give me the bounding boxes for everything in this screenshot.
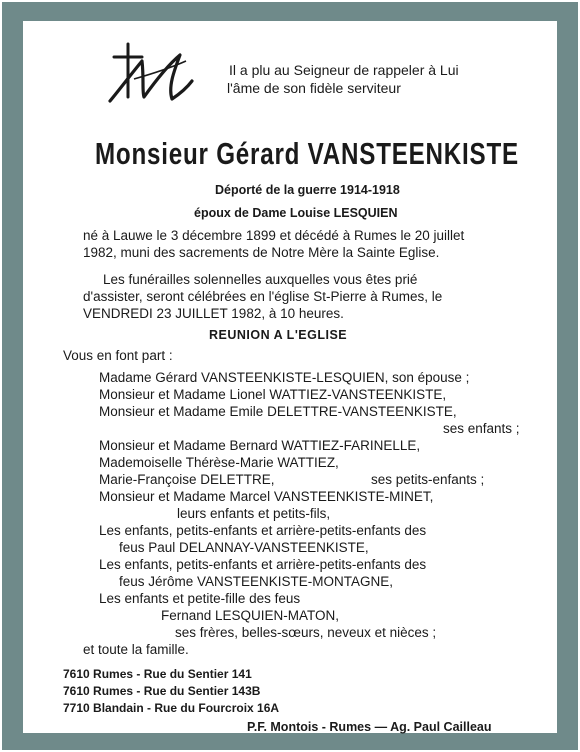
family-line: Monsieur et Madame Marcel VANSTEENKISTE-MINET,: [99, 489, 434, 504]
family-line: leurs enfants et petits-fils,: [177, 506, 331, 521]
family-line: ses frères, belles-sœurs, neveux et nièces ;: [175, 625, 437, 640]
birth-line-1: né à Lauwe le 3 décembre 1899 et décédé à Rumes le 20 juillet: [83, 228, 465, 243]
family-line: Les enfants, petits-enfants et arrière-petits-enfants des: [99, 557, 427, 572]
address-line: 7610 Rumes - Rue du Sentier 141: [63, 667, 252, 681]
address-line: 7710 Blandain - Rue du Fourcroix 16A: [63, 701, 280, 715]
funeral-line-1: Les funérailles solennelles auxquelles vous êtes prié: [103, 272, 418, 287]
family-line: et toute la famille.: [83, 642, 189, 657]
card-frame: [2, 2, 578, 750]
funeral-line-3: VENDREDI 23 JUILLET 1982, à 10 heures.: [83, 306, 344, 321]
cross-and-monogram-icon: [98, 39, 198, 113]
reunion-heading: REUNION A L'EGLISE: [209, 328, 348, 342]
family-line: Marie-Françoise DELETTRE,: [99, 472, 275, 487]
intro-line-1: Il a plu au Seigneur de rappeler à Lui: [229, 62, 459, 78]
announce-line: Vous en font part :: [63, 348, 173, 363]
family-line: Monsieur et Madame Lionel WATTIEZ-VANSTEENKISTE,: [99, 387, 447, 402]
birth-line-2: 1982, muni des sacrements de Notre Mère la Sainte Eglise.: [83, 245, 440, 260]
family-line: Les enfants et petite-fille des feus: [99, 591, 301, 606]
subtitle-deported: Déporté de la guerre 1914-1918: [215, 183, 400, 197]
funeral-line-2: d'assister, seront célébrées en l'église St-Pierre à Rumes, le: [83, 289, 443, 304]
family-line: Madame Gérard VANSTEENKISTE-LESQUIEN, son épouse ;: [99, 370, 470, 385]
family-line: Les enfants, petits-enfants et arrière-petits-enfants des: [99, 523, 427, 538]
family-line: feus Jérôme VANSTEENKISTE-MONTAGNE,: [119, 574, 394, 589]
family-line: Fernand LESQUIEN-MATON,: [161, 608, 340, 623]
deceased-name: Monsieur Gérard VANSTEENKISTE: [95, 136, 519, 171]
family-line: Monsieur et Madame Emile DELETTRE-VANSTEENKISTE,: [99, 404, 457, 419]
funeral-home-footer: P.F. Montois - Rumes — Ag. Paul Cailleau: [247, 720, 492, 734]
family-line: ses enfants ;: [443, 421, 520, 436]
address-line: 7610 Rumes - Rue du Sentier 143B: [63, 684, 261, 698]
family-line: Monsieur et Madame Bernard WATTIEZ-FARINELLE,: [99, 438, 421, 453]
memorial-card: [23, 21, 557, 733]
family-line: ses petits-enfants ;: [371, 472, 485, 487]
family-line: Mademoiselle Thérèse-Marie WATTIEZ,: [99, 455, 339, 470]
intro-line-2: l'âme de son fidèle serviteur: [227, 80, 401, 96]
subtitle-spouse: époux de Dame Louise LESQUIEN: [194, 206, 398, 220]
family-line: feus Paul DELANNAY-VANSTEENKISTE,: [119, 540, 369, 555]
